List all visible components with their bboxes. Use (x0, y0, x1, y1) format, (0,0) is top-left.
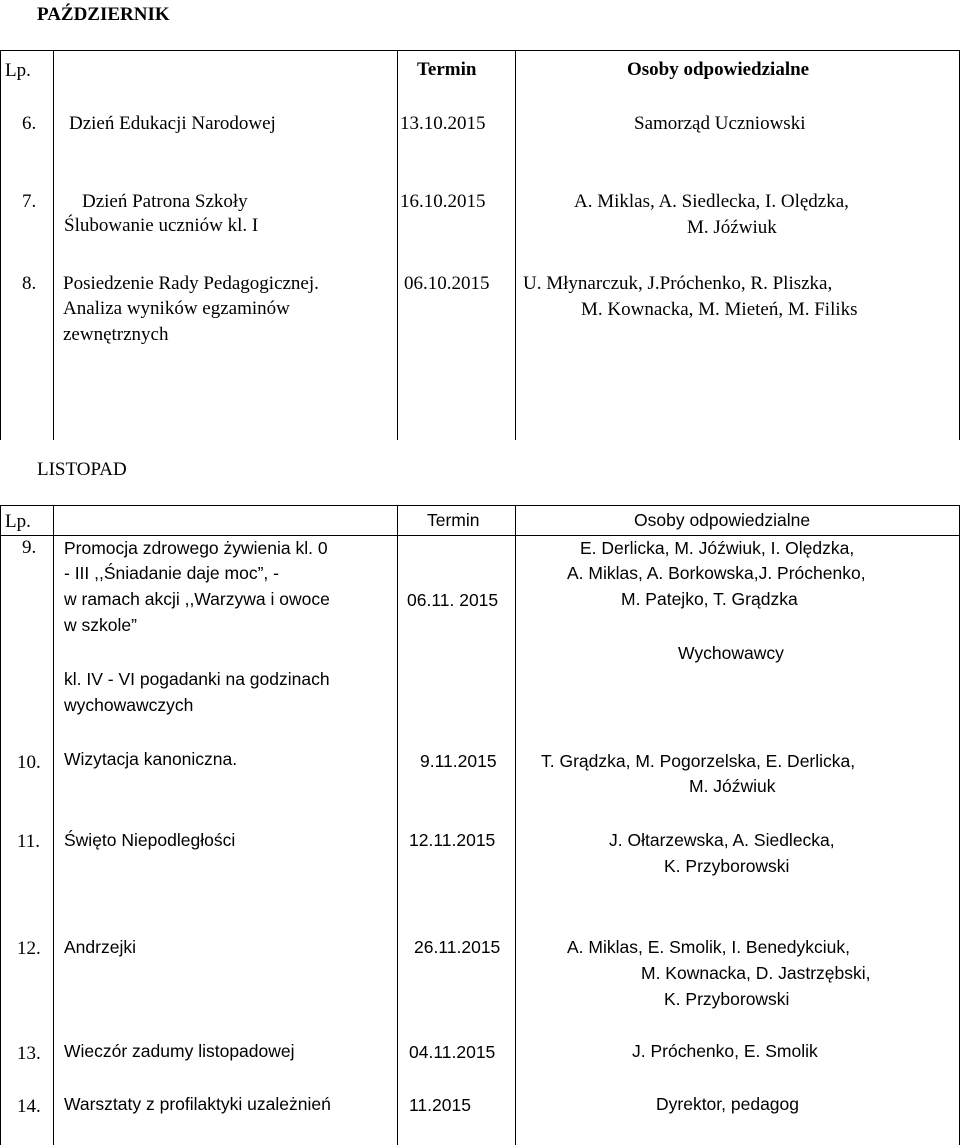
row-event-line: Promocja zdrowego żywienia kl. 0 (64, 538, 328, 558)
row-people-line: J. Ołtarzewska, A. Siedlecka, (609, 830, 835, 850)
row-people: J. Próchenko, E. Smolik (632, 1041, 818, 1061)
row-event-line: wychowawczych (64, 695, 194, 715)
row-date: 9.11.2015 (420, 751, 497, 771)
november-col-divider-1 (53, 505, 54, 1145)
row-event-line: w szkole” (64, 615, 137, 635)
row-people-line: K. Przyborowski (664, 989, 790, 1009)
row-lp: 13. (17, 1043, 41, 1064)
october-header-termin: Termin (417, 59, 477, 80)
row-date: 04.11.2015 (409, 1042, 496, 1062)
row-people-line: E. Derlicka, M. Jóźwiuk, I. Olędzka, (580, 538, 855, 558)
row-lp: 7. (22, 191, 37, 212)
row-lp: 9. (22, 537, 37, 558)
row-people: Dyrektor, pedagog (656, 1094, 800, 1114)
row-people-line: M. Jóźwiuk (687, 217, 777, 238)
row-lp: 14. (17, 1096, 41, 1117)
october-table-top-border (0, 50, 960, 51)
row-people-line: A. Miklas, A. Borkowska,J. Próchenko, (567, 563, 866, 583)
october-col-divider-3 (515, 50, 516, 440)
row-people-line: K. Przyborowski (664, 856, 790, 876)
row-people-line: A. Miklas, E. Smolik, I. Benedykciuk, (567, 937, 851, 957)
november-col-divider-2 (397, 505, 398, 1145)
row-people-line: Wychowawcy (678, 643, 784, 663)
row-date: 16.10.2015 (400, 191, 486, 212)
row-event: Wieczór zadumy listopadowej (64, 1041, 295, 1061)
row-date: 12.11.2015 (409, 830, 496, 850)
row-people-line: M. Patejko, T. Grądzka (621, 589, 798, 609)
row-lp: 6. (22, 113, 37, 134)
row-people-line: M. Jóźwiuk (689, 776, 776, 796)
october-header-lp: Lp. (5, 60, 31, 81)
row-people-line: T. Grądzka, M. Pogorzelska, E. Derlicka, (541, 751, 856, 771)
row-event-line: Analiza wyników egzaminów (63, 298, 290, 319)
november-table-left-border (0, 505, 1, 1145)
november-header-osoby: Osoby odpowiedzialne (634, 510, 811, 530)
november-table-top-border (0, 505, 960, 506)
row-event: Wizytacja kanoniczna. (64, 749, 238, 769)
row-lp: 10. (17, 752, 41, 773)
row-event: Andrzejki (64, 937, 136, 957)
october-header-osoby: Osoby odpowiedzialne (627, 59, 810, 80)
row-people-line: U. Młynarczuk, J.Próchenko, R. Pliszka, (523, 273, 833, 294)
row-event-line: - III ,,Śniadanie daje moc”, - (64, 563, 279, 583)
row-date: 26.11.2015 (414, 937, 501, 957)
row-lp: 11. (17, 831, 41, 852)
november-header-lp: Lp. (5, 511, 31, 532)
november-header-bottom-border (0, 535, 960, 536)
november-col-divider-3 (515, 505, 516, 1145)
october-table-left-border (0, 50, 1, 440)
row-date: 06.11. 2015 (407, 590, 499, 610)
row-date: 11.2015 (409, 1095, 471, 1115)
october-col-divider-2 (397, 50, 398, 440)
row-people-line: M. Kownacka, M. Mieteń, M. Filiks (581, 299, 858, 320)
row-people-line: M. Kownacka, D. Jastrzębski, (641, 963, 871, 983)
row-event-line: zewnętrznych (63, 324, 169, 345)
october-heading: PAŹDZIERNIK (37, 4, 170, 25)
row-event-line: Posiedzenie Rady Pedagogicznej. (63, 273, 319, 294)
row-date: 13.10.2015 (400, 113, 486, 134)
november-heading: LISTOPAD (37, 459, 127, 480)
row-event-line: w ramach akcji ,,Warzywa i owoce (64, 589, 330, 609)
row-event: Dzień Edukacji Narodowej (69, 113, 276, 134)
row-event-line: kl. IV - VI pogadanki na godzinach (64, 669, 330, 689)
row-lp: 8. (22, 273, 37, 294)
row-people-line: A. Miklas, A. Siedlecka, I. Olędzka, (574, 191, 849, 212)
row-lp: 12. (17, 938, 41, 959)
row-event-line: Ślubowanie uczniów kl. I (64, 215, 259, 236)
row-event-line: Dzień Patrona Szkoły (82, 191, 248, 212)
november-header-termin: Termin (427, 510, 480, 530)
october-col-divider-1 (53, 50, 54, 440)
row-event: Święto Niepodległości (64, 830, 236, 850)
row-people: Samorząd Uczniowski (634, 113, 806, 134)
row-date: 06.10.2015 (404, 273, 490, 294)
row-event: Warsztaty z profilaktyki uzależnień (64, 1094, 331, 1114)
